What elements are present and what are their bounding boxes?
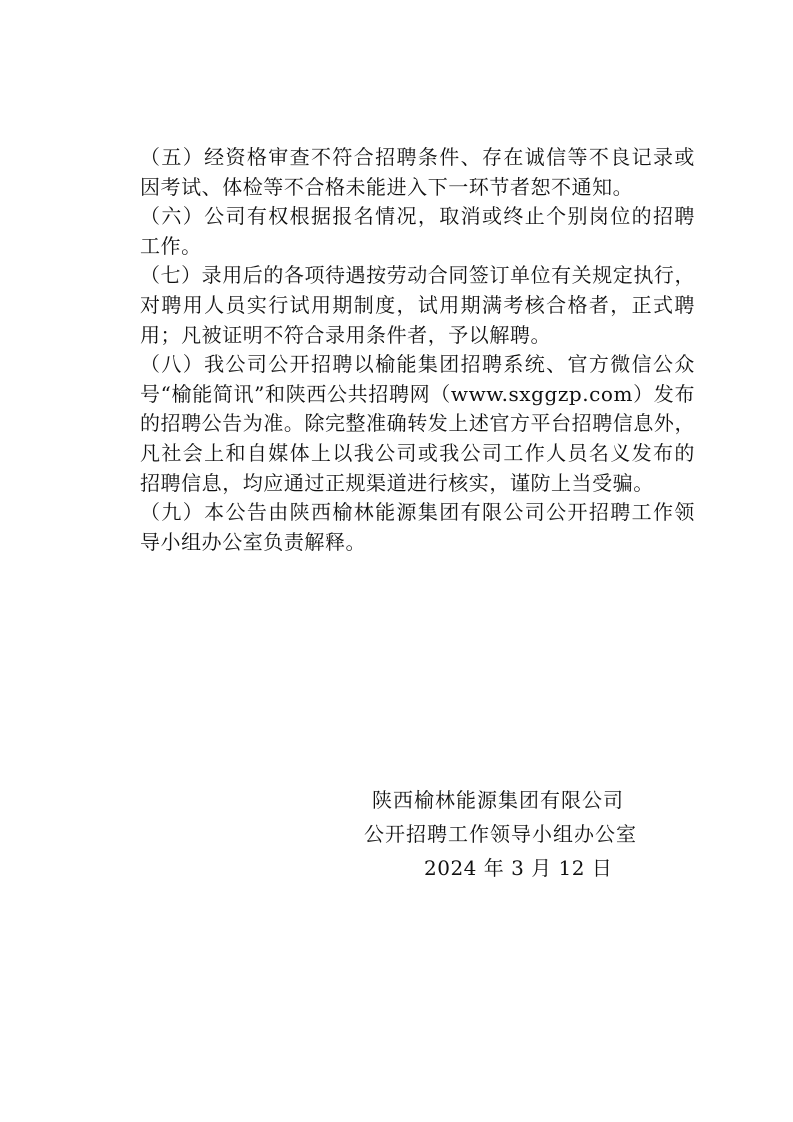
paragraph-item-6 bbox=[140, 202, 695, 261]
signature-organization: 陕西榆林能源集团有限公司 bbox=[372, 788, 624, 812]
text-line: 凡社会上和自媒体上以我公司或我公司工作人员名义发布的 bbox=[140, 440, 695, 465]
paragraph-item-9 bbox=[140, 498, 695, 557]
text-line: （五）经资格审查不符合招聘条件、存在诚信等不良记录或 bbox=[140, 145, 695, 169]
signature-office: 公开招聘工作领导小组办公室 bbox=[364, 822, 637, 846]
text-line: （六）公司有权根据报名情况，取消或终止个别岗位的招聘 bbox=[140, 204, 695, 229]
text-line: 因考试、体检等不合格未能进入下一环节者恕不通知。 bbox=[140, 174, 634, 199]
signature-date: 2024 年 3 月 12 日 bbox=[424, 856, 613, 880]
text-line: （八）我公司公开招聘以榆能集团招聘系统、官方微信公众 bbox=[140, 352, 695, 377]
text-line: 对聘用人员实行试用期制度，试用期满考核合格者，正式聘 bbox=[140, 292, 695, 317]
text-line: 的招聘公告为准。除完整准确转发上述官方平台招聘信息外， bbox=[140, 411, 695, 436]
paragraph-item-8 bbox=[140, 350, 695, 498]
text-line: （九）本公告由陕西榆林能源集团有限公司公开招聘工作领 bbox=[140, 500, 695, 525]
text-line: 招聘信息，均应通过正规渠道进行核实，谨防上当受骗。 bbox=[140, 470, 654, 495]
paragraph-item-7 bbox=[140, 261, 695, 350]
text-line: 用；凡被证明不符合录用条件者，予以解聘。 bbox=[140, 322, 551, 347]
text-line: 工作。 bbox=[140, 233, 202, 258]
paragraph-item-5 bbox=[140, 143, 695, 202]
announcement-body bbox=[140, 143, 695, 557]
text-line: （七）录用后的各项待遇按劳动合同签订单位有关规定执行， bbox=[140, 263, 695, 288]
text-line: 号“榆能简讯”和陕西公共招聘网（www.sxggzp.com）发布 bbox=[140, 381, 695, 406]
text-line: 导小组办公室负责解释。 bbox=[140, 529, 367, 554]
